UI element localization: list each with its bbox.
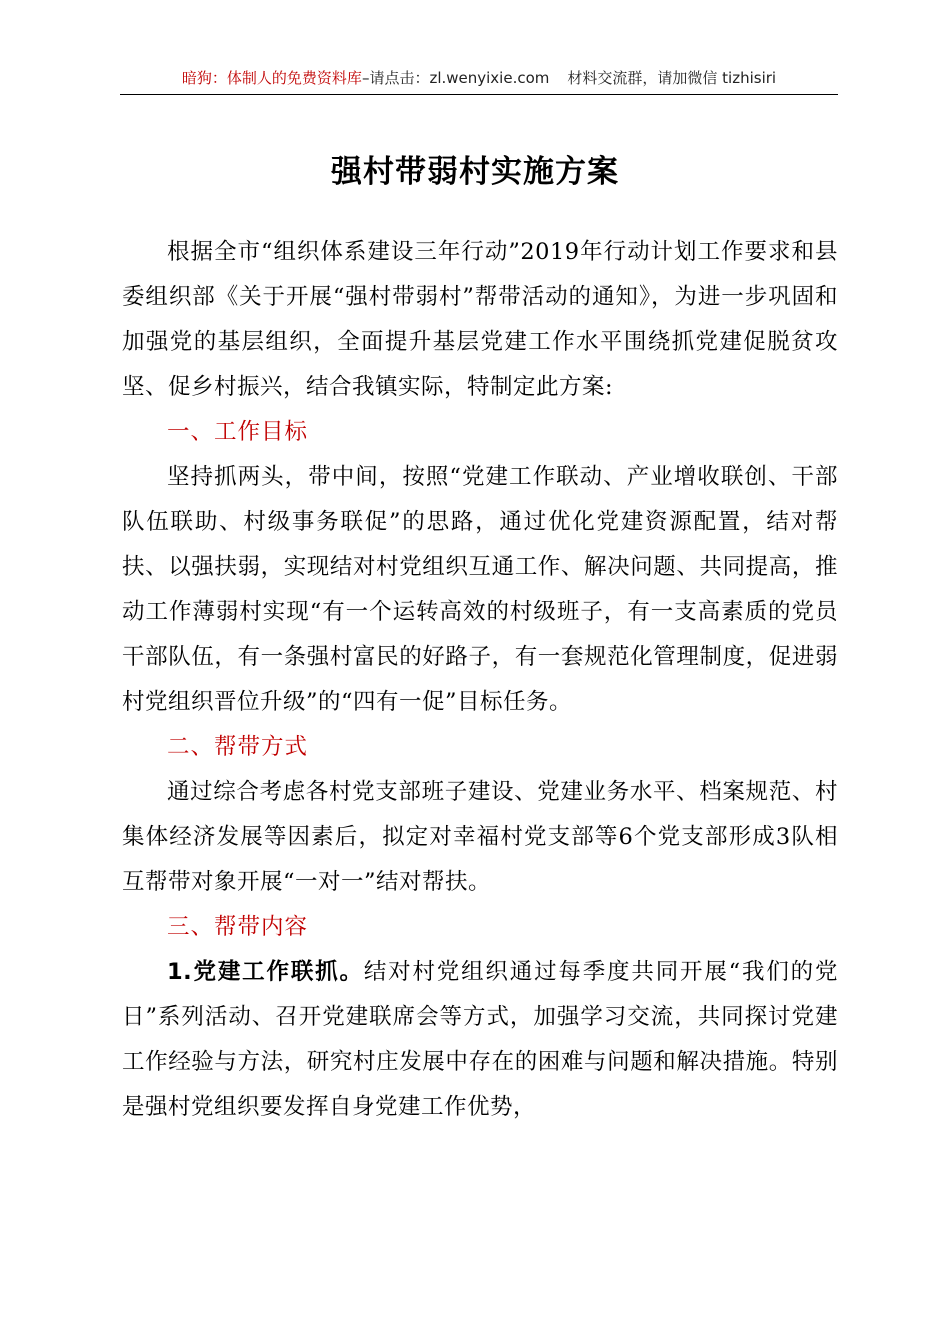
section-heading-goals: 一、工作目标 [167,419,309,445]
watermark-header [120,68,838,96]
link-prompt: –请点击： [361,69,430,87]
section-heading-methods: 二、帮带方式 [167,734,309,760]
group-contact: 材料交流群，请加微信 tizhisiri [567,69,777,87]
header-divider [120,94,838,95]
document-body [122,230,838,1130]
item-text: 结对村党组织通过每季度共同开展“我们的党日”系列活动、召开党建联席会等方式，加强学习交流，共同探讨党建工作经验与方法，研究村庄发展中存在的困难与问题和解决措施。特别是强村党组织要发挥自身党建工作优势， [122,959,838,1120]
intro-paragraph: 根据全市“组织体系建设三年行动”2019年行动计划工作要求和县委组织部《关于开展“强村带弱村”帮带活动的通知》，为进一步巩固和加强党的基层组织，全面提升基层党建工作水平围绕抓党建促脱贫攻坚、促乡村振兴，结合我镇实际，特制定此方案: [122,239,838,400]
source-link[interactable]: zl.wenyixie.com [429,69,550,87]
section-paragraph-content [122,950,838,1130]
section-heading-content: 三、帮带内容 [167,914,309,940]
section-paragraph-goals: 坚持抓两头，带中间，按照“党建工作联动、产业增收联创、干部队伍联助、村级事务联促”的思路，通过优化党建资源配置，结对帮扶、以强扶弱，实现结对村党组织互通工作、解决问题、共同提高，推动工作薄弱村实现“有一个运转高效的村级班子，有一支高素质的党员干部队伍，有一条强村富民的好路子，有一套规范化管理制度，促进弱村党组织晋位升级”的“四有一促”目标任务。 [122,464,838,715]
document-title: 强村带弱村实施方案 [331,154,619,190]
section-paragraph-methods: 通过综合考虑各村党支部班子建设、党建业务水平、档案规范、村集体经济发展等因素后，拟定对幸福村党支部等6个党支部形成3队相互帮带对象开展“一对一”结对帮扶。 [122,779,838,895]
source-label: 暗狗：体制人的免费资料库 [181,69,362,87]
item-lead: 1.党建工作联抓。 [167,959,364,985]
